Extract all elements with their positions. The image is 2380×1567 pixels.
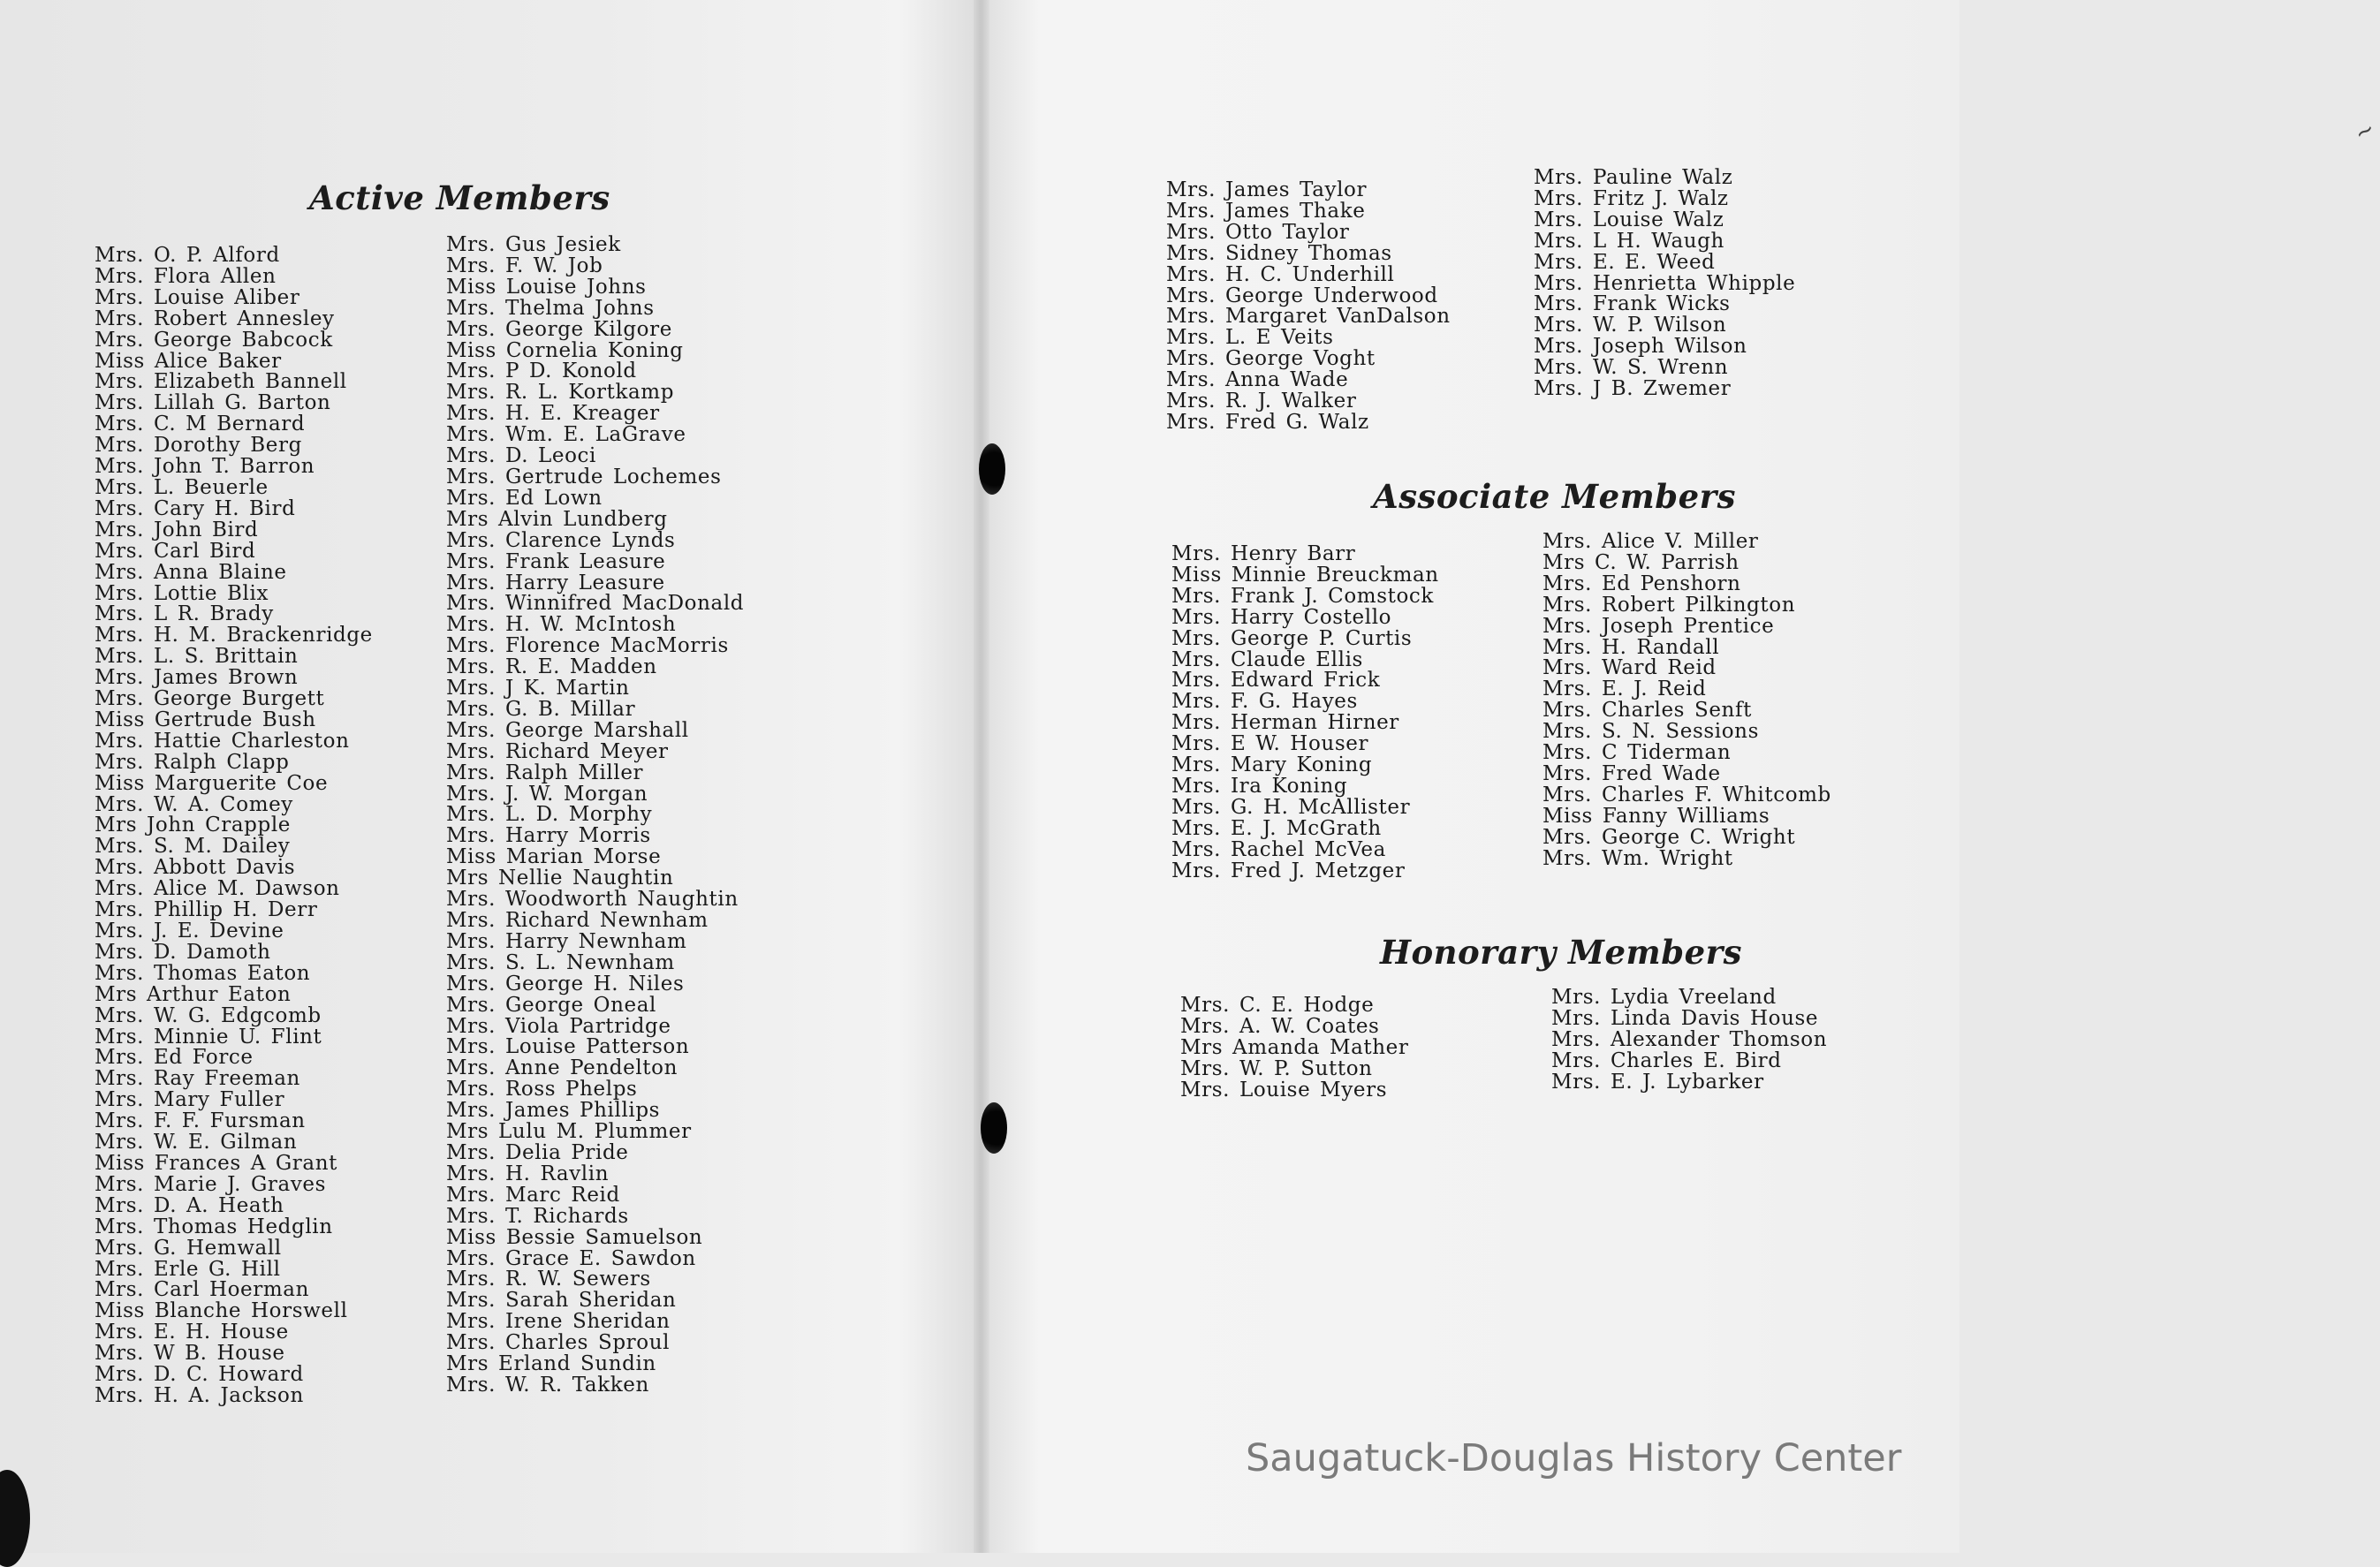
member-name: Mrs. Ray Freeman <box>95 1067 300 1091</box>
member-name: Mrs. James Taylor <box>1166 178 1368 201</box>
member-name: Mrs. R. W. Sewers <box>446 1268 651 1291</box>
member-name: Mrs. Clarence Lynds <box>446 528 676 552</box>
member-name: Mrs. George Underwood <box>1166 284 1438 307</box>
member-name: Mrs. P D. Konold <box>446 360 637 383</box>
member-name: Mrs. Gertrude Lochemes <box>446 465 722 488</box>
member-name: Mrs. Fred G. Walz <box>1166 410 1369 434</box>
member-name: Mrs. Richard Meyer <box>446 739 669 763</box>
member-name: Mrs. T. Richards <box>446 1204 629 1228</box>
member-name: Mrs. L H. Waugh <box>1534 229 1724 253</box>
member-name: Mrs. Marc Reid <box>446 1183 620 1207</box>
member-name: Mrs. Ward Reid <box>1542 656 1717 680</box>
member-name: Mrs. George Burgett <box>95 687 325 711</box>
member-name: Mrs Lulu M. Plummer <box>446 1120 692 1144</box>
member-name: Mrs. Frank J. Comstock <box>1171 584 1434 608</box>
member-name: Mrs Erland Sundin <box>446 1352 656 1376</box>
associate-members-column-1 <box>1171 544 1439 882</box>
member-name: Mrs. Robert Pilkington <box>1542 593 1796 617</box>
member-name: Mrs. George Babcock <box>95 328 333 352</box>
member-name: Mrs. Anna Wade <box>1166 368 1349 392</box>
active-members-column-1 <box>95 246 373 1407</box>
member-name: Mrs. S. N. Sessions <box>1542 720 1759 744</box>
member-name: Mrs. George Marshall <box>446 718 689 742</box>
active-members-column-4 <box>1534 168 1795 400</box>
member-name: Mrs. S. L. Newnham <box>446 950 675 974</box>
member-name: Mrs. C. M Bernard <box>95 413 306 436</box>
member-name: Mrs. Linda Davis House <box>1551 1006 1819 1030</box>
member-name: Mrs. Lottie Blix <box>95 581 269 605</box>
member-name: Mrs. Henrietta Whipple <box>1534 271 1796 295</box>
honorary-members-column-2 <box>1551 988 1827 1094</box>
member-name: Mrs. Margaret VanDalson <box>1166 305 1451 329</box>
member-name: Mrs. Ross Phelps <box>446 1078 638 1101</box>
member-name: Mrs. Fred J. Metzger <box>1171 859 1406 882</box>
member-name: Mrs. W. P. Wilson <box>1534 314 1727 337</box>
member-name: Mrs. Sarah Sheridan <box>446 1289 677 1313</box>
book-gutter <box>974 0 989 1553</box>
member-name: Mrs. Dorothy Berg <box>95 434 302 458</box>
member-name: Mrs. Thomas Hedglin <box>95 1215 333 1238</box>
member-name: Mrs. Lydia Vreeland <box>1551 986 1777 1009</box>
member-name: Mrs. Florence MacMorris <box>446 634 729 658</box>
member-name: Mrs. Herman Hirner <box>1171 711 1399 735</box>
member-name: Mrs. Anna Blaine <box>95 560 287 584</box>
member-name: Miss Minnie Breuckman <box>1171 563 1439 587</box>
member-name: Mrs. John T. Barron <box>95 455 315 479</box>
member-name: Mrs. James Thake <box>1166 199 1366 223</box>
member-name: Mrs. J K. Martin <box>446 677 630 700</box>
member-name: Mrs. Fred Wade <box>1542 761 1721 785</box>
member-name: Mrs. George C. Wright <box>1542 825 1796 849</box>
member-name: Mrs. John Bird <box>95 518 259 541</box>
member-name: Mrs. Frank Leasure <box>446 549 666 573</box>
member-name: Mrs. James Brown <box>95 666 299 690</box>
member-name: Mrs. R. J. Walker <box>1166 390 1357 413</box>
member-name: Mrs. Hattie Charleston <box>95 729 350 753</box>
member-name: Mrs Alvin Lundberg <box>446 507 668 531</box>
associate-members-heading: Associate Members <box>1373 477 1737 516</box>
member-name: Mrs Arthur Eaton <box>95 982 292 1006</box>
member-name: Mrs. W. G. Edgcomb <box>95 1003 322 1027</box>
member-name: Mrs. Louise Myers <box>1180 1078 1388 1101</box>
member-name: Mrs. Sidney Thomas <box>1166 241 1392 265</box>
member-name: Mrs. Ralph Miller <box>446 761 644 784</box>
right-page <box>981 0 2380 1553</box>
member-name: Mrs. D. C. Howard <box>95 1363 304 1387</box>
member-name: Mrs. Erle G. Hill <box>95 1257 281 1281</box>
member-name: Mrs. George H. Niles <box>446 972 685 995</box>
member-name: Miss Alice Baker <box>95 349 282 373</box>
member-name: Miss Marguerite Coe <box>95 771 329 795</box>
member-name: Mrs. Cary H. Bird <box>95 496 296 520</box>
member-name: Mrs. Pauline Walz <box>1534 166 1733 189</box>
member-name: Mrs. Rachel McVea <box>1171 837 1386 861</box>
active-members-column-3 <box>1166 180 1451 434</box>
member-name: Mrs. G. H. McAllister <box>1171 795 1411 819</box>
member-name: Mrs. L. Beuerle <box>95 475 269 499</box>
member-name: Mrs. Irene Sheridan <box>446 1310 671 1334</box>
member-name: Mrs. George Kilgore <box>446 317 672 341</box>
member-name: Mrs. Viola Partridge <box>446 1014 671 1038</box>
pencil-mark: ~ <box>2349 115 2380 148</box>
honorary-members-heading: Honorary Members <box>1380 933 1742 972</box>
member-name: Mrs. G. Hemwall <box>95 1236 282 1260</box>
member-name: Mrs. Ed Force <box>95 1046 254 1070</box>
member-name: Mrs. R. L. Kortkamp <box>446 381 675 405</box>
member-name: Mrs. Charles E. Bird <box>1551 1048 1782 1072</box>
member-name: Mrs. Lillah G. Barton <box>95 391 331 415</box>
member-name: Mrs. Woodworth Naughtin <box>446 888 739 912</box>
member-name: Mrs. Mary Koning <box>1171 753 1373 777</box>
member-name: Mrs. Joseph Prentice <box>1542 614 1775 638</box>
member-name: Mrs. Frank Wicks <box>1534 292 1731 316</box>
honorary-members-column-1 <box>1180 995 1408 1101</box>
member-name: Mrs. W. S. Wrenn <box>1534 356 1729 380</box>
binding-hole-top <box>979 443 1005 495</box>
member-name: Mrs. Wm. Wright <box>1542 846 1733 870</box>
member-name: Mrs. E. J. Reid <box>1542 678 1707 701</box>
member-name: Mrs. H. Ravlin <box>446 1162 610 1185</box>
member-name: Mrs. F. F. Fursman <box>95 1109 306 1133</box>
member-name: Mrs. Elizabeth Bannell <box>95 370 347 394</box>
member-name: Mrs. F. G. Hayes <box>1171 690 1358 714</box>
member-name: Mrs. J. W. Morgan <box>446 782 648 806</box>
member-name: Mrs. Anne Pendelton <box>446 1056 678 1080</box>
member-name: Mrs. Charles F. Whitcomb <box>1542 783 1831 806</box>
member-name: Mrs. Alice M. Dawson <box>95 877 340 901</box>
member-name: Mrs. Wm. E. LaGrave <box>446 423 686 447</box>
member-name: Mrs. James Phillips <box>446 1099 661 1123</box>
member-name: Mrs. Marie J. Graves <box>95 1172 327 1196</box>
member-name: Miss Frances A Grant <box>95 1151 337 1175</box>
member-name: Mrs C. W. Parrish <box>1542 550 1740 574</box>
member-name: Mrs John Crapple <box>95 814 291 837</box>
member-name: Mrs. Thomas Eaton <box>95 961 311 985</box>
member-name: Mrs. Charles Senft <box>1542 699 1752 723</box>
member-name: Miss Fanny Williams <box>1542 804 1770 828</box>
member-name: Mrs. Harry Newnham <box>446 929 687 953</box>
member-name: Mrs. E. E. Weed <box>1534 250 1716 274</box>
member-name: Mrs Amanda Mather <box>1180 1035 1409 1059</box>
member-name: Mrs. R. E. Madden <box>446 655 657 679</box>
member-name: Mrs. E. J. Lybarker <box>1551 1070 1764 1094</box>
member-name: Mrs. H. W. McIntosh <box>446 613 677 637</box>
member-name: Mrs. Alice V. Miller <box>1542 530 1759 553</box>
member-name: Mrs. H. Randall <box>1542 635 1720 659</box>
member-name: Mrs. Gus Jesiek <box>446 233 621 256</box>
member-name: Mrs. W. P. Sutton <box>1180 1056 1373 1080</box>
member-name: Mrs. Fritz J. Walz <box>1534 186 1729 210</box>
member-name: Mrs. Abbott Davis <box>95 856 296 880</box>
member-name: Mrs. George Voght <box>1166 347 1376 371</box>
member-name: Mrs. L. E Veits <box>1166 326 1334 350</box>
member-name: Mrs. W B. House <box>95 1342 285 1366</box>
member-name: Miss Gertrude Bush <box>95 708 316 731</box>
member-name: Mrs. Ed Lown <box>446 486 603 510</box>
member-name: Miss Blanche Horswell <box>95 1299 348 1323</box>
member-name: Mrs. Flora Allen <box>95 264 277 288</box>
member-name: Mrs. H. M. Brackenridge <box>95 624 373 647</box>
member-name: Mrs. Carl Hoerman <box>95 1278 309 1302</box>
member-name: Mrs. Winnifred MacDonald <box>446 592 745 616</box>
active-members-heading: Active Members <box>309 178 610 217</box>
member-name: Mrs. Grace E. Sawdon <box>446 1246 696 1270</box>
member-name: Mrs. J B. Zwemer <box>1534 377 1732 401</box>
member-name: Mrs. Edward Frick <box>1171 669 1381 693</box>
member-name: Mrs. J. E. Devine <box>95 920 284 942</box>
member-name: Mrs. Richard Newnham <box>446 909 709 932</box>
member-name: Mrs. Charles Sproul <box>446 1331 671 1355</box>
member-name: Mrs. Claude Ellis <box>1171 647 1363 671</box>
member-name: Mrs. Carl Bird <box>95 539 256 563</box>
member-name: Miss Bessie Samuelson <box>446 1225 703 1249</box>
page-corner-shadow <box>0 1470 30 1567</box>
member-name: Mrs. George Oneal <box>446 993 656 1017</box>
member-name: Mrs. Minnie U. Flint <box>95 1025 322 1048</box>
member-name: Mrs. E W. Houser <box>1171 732 1369 756</box>
member-name: Mrs. H. E. Kreager <box>446 402 660 426</box>
member-name: Mrs. S. M. Dailey <box>95 835 291 859</box>
member-name: Mrs. L. S. Brittain <box>95 645 299 669</box>
member-name: Mrs. Ralph Clapp <box>95 750 290 774</box>
active-members-column-2 <box>446 235 744 1397</box>
member-name: Mrs. Henry Barr <box>1171 542 1356 565</box>
member-name: Mrs. C. E. Hodge <box>1180 994 1375 1017</box>
member-name: Mrs. Alexander Thomson <box>1551 1027 1828 1051</box>
member-name: Mrs. Harry Costello <box>1171 605 1392 629</box>
member-name: Mrs. Ed Penshorn <box>1542 572 1741 595</box>
member-name: Mrs. E. H. House <box>95 1321 289 1344</box>
member-name: Miss Louise Johns <box>446 275 647 299</box>
member-name: Mrs. C Tiderman <box>1542 741 1732 765</box>
member-name: Miss Marian Morse <box>446 845 662 869</box>
member-name: Mrs. D. A. Heath <box>95 1193 284 1217</box>
member-name: Mrs. G. B. Millar <box>446 697 636 721</box>
member-name: Mrs. A. W. Coates <box>1180 1014 1380 1038</box>
member-name: Mrs. Phillip H. Derr <box>95 898 318 922</box>
member-name: Mrs. George P. Curtis <box>1171 626 1413 650</box>
member-name: Mrs. Louise Aliber <box>95 285 300 309</box>
member-name: Mrs. L R. Brady <box>95 602 274 626</box>
member-name: Mrs. W. A. Comey <box>95 792 293 816</box>
member-name: Miss Cornelia Koning <box>446 338 684 362</box>
member-name: Mrs. Otto Taylor <box>1166 220 1350 244</box>
member-name: Mrs. W. E. Gilman <box>95 1131 298 1154</box>
left-page <box>0 0 981 1553</box>
member-name: Mrs. Louise Walz <box>1534 208 1724 231</box>
member-name: Mrs. D. Damoth <box>95 940 271 964</box>
member-name: Mrs. Harry Leasure <box>446 571 665 594</box>
history-center-watermark: Saugatuck-Douglas History Center <box>1246 1436 1902 1480</box>
associate-members-column-2 <box>1542 532 1831 870</box>
member-name: Mrs. O. P. Alford <box>95 244 280 267</box>
member-name: Mrs. W. R. Takken <box>446 1373 649 1397</box>
member-name: Mrs. Mary Fuller <box>95 1088 285 1112</box>
member-name: Mrs. Louise Patterson <box>446 1035 690 1059</box>
member-name: Mrs. D. Leoci <box>446 444 596 468</box>
member-name: Mrs Nellie Naughtin <box>446 867 674 890</box>
member-name: Mrs. E. J. McGrath <box>1171 816 1382 840</box>
member-name: Mrs. H. C. Underhill <box>1166 262 1395 286</box>
member-name: Mrs. L. D. Morphy <box>446 803 653 827</box>
member-name: Mrs. Joseph Wilson <box>1534 335 1747 359</box>
member-name: Mrs. Delia Pride <box>446 1140 629 1164</box>
member-name: Mrs. F. W. Job <box>446 254 603 277</box>
member-name: Mrs. H. A. Jackson <box>95 1383 304 1407</box>
binding-hole-bottom <box>981 1102 1007 1154</box>
member-name: Mrs. Thelma Johns <box>446 296 655 320</box>
member-name: Mrs. Robert Annesley <box>95 307 335 330</box>
member-name: Mrs. Ira Koning <box>1171 774 1348 798</box>
member-name: Mrs. Harry Morris <box>446 824 651 848</box>
